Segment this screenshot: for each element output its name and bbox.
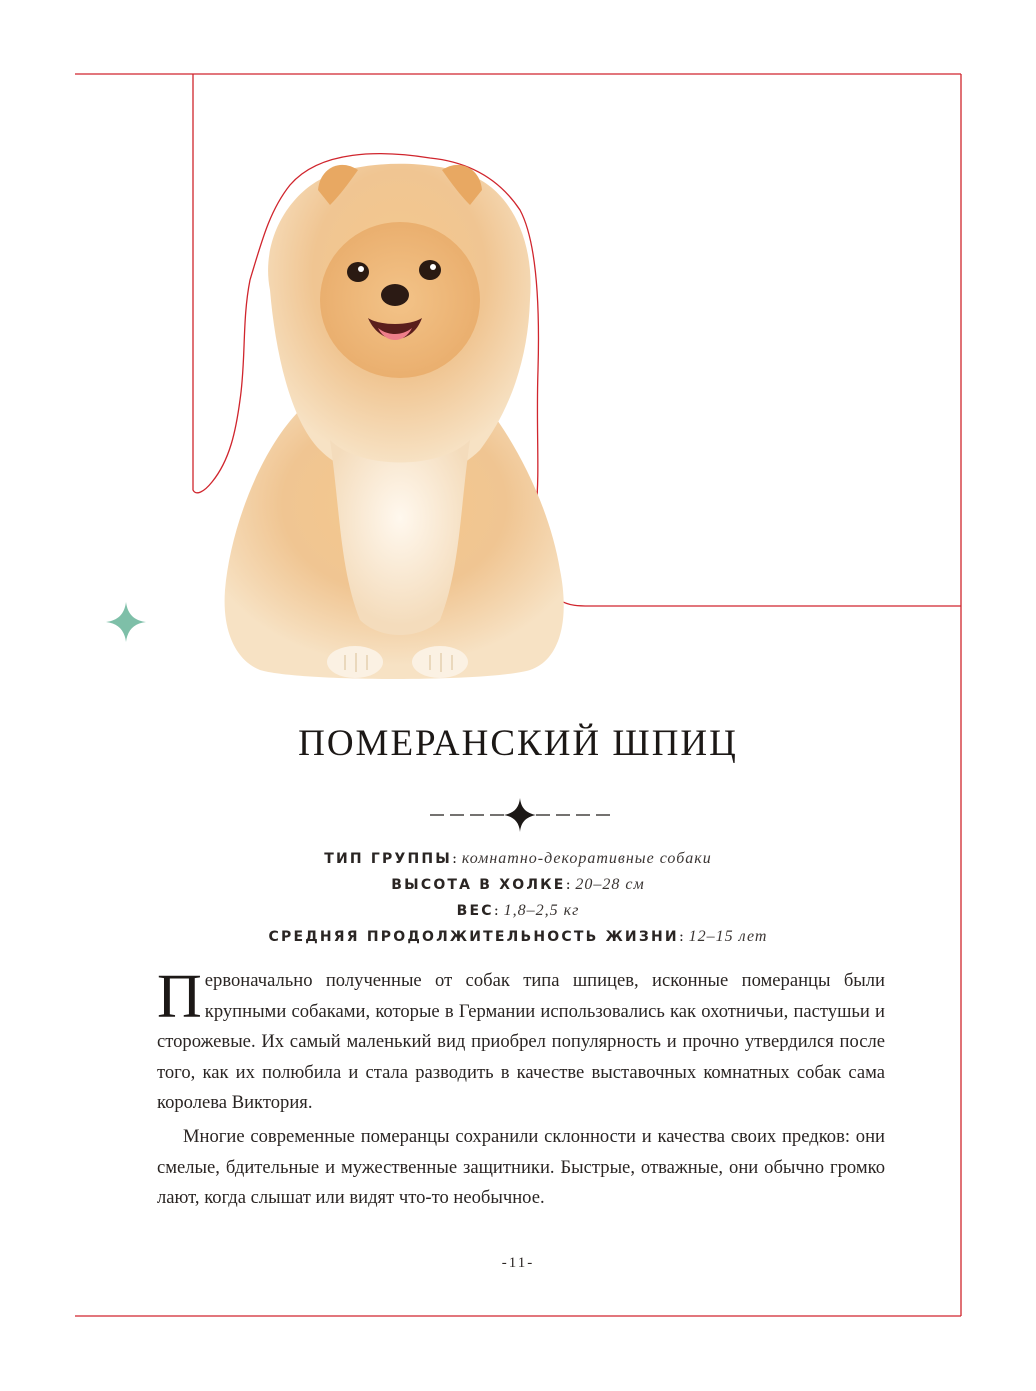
ornament-divider: [430, 798, 610, 832]
drop-cap: П: [157, 963, 202, 1031]
paragraph-2: Многие современные померанцы сохранили склонности и качества своих предков: они смелые, бдительные и мужественные защитники. Быстрые, отважные, они обычно громко лают, когда слышат или видят что-то необычное.: [157, 1125, 885, 1209]
page-number: -11-: [501, 1255, 535, 1271]
spec-height: ВЫСОТА В ХОЛКЕ: 20–28 см: [391, 875, 645, 893]
page-title: ПОМЕРАНСКИЙ ШПИЦ: [298, 723, 738, 764]
article-body: [157, 963, 885, 1214]
spec-weight: ВЕС: 1,8–2,5 кг: [456, 901, 580, 919]
paragraph-1: Первоначально полученные от собак типа шпицев, исконные померанцы были крупными собаками, которые в Германии использовались как охотничьи, пастушьи и сторожевые. Их самый маленький вид приобрел популярность и прочно утвердился после того, как их полюбила и стала разводить в качестве выставочных комнатных собак сама королева Виктория.: [157, 963, 885, 1114]
sparkle-star-icon: [106, 602, 146, 642]
pomeranian-dog-image: [190, 150, 610, 690]
spec-lifespan: СРЕДНЯЯ ПРОДОЛЖИТЕЛЬНОСТЬ ЖИЗНИ: 12–15 лет: [268, 927, 768, 945]
spec-group: ТИП ГРУППЫ: комнатно-декоративные собаки: [324, 849, 712, 867]
breed-specs: [0, 846, 1036, 950]
